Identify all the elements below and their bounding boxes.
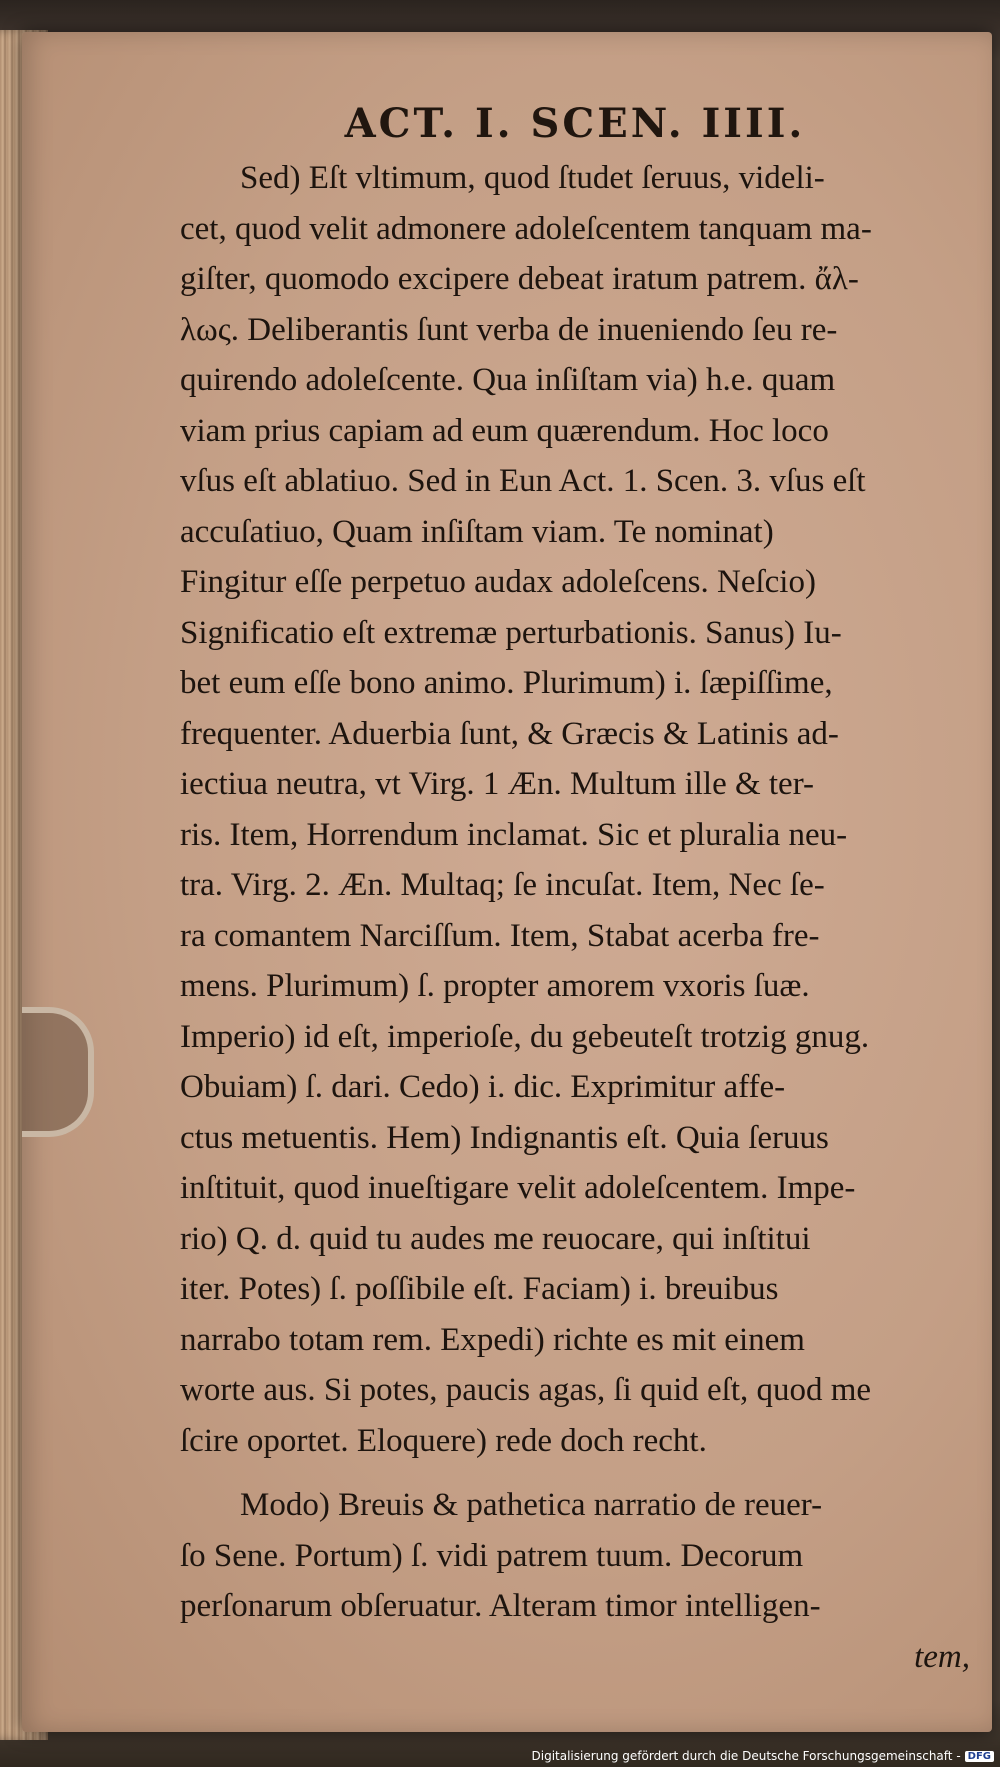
text-line: perſonarum obſeruatur. Alteram timor intelligen- bbox=[180, 1588, 821, 1624]
digitization-credit bbox=[532, 1749, 995, 1763]
text-line: ſcire oportet. Eloquere) rede doch recht. bbox=[180, 1422, 707, 1459]
text-line: tra. Virg. 2. Æn. Multaq; ſe incuſat. Item, Nec ſe- bbox=[180, 867, 825, 903]
text-line: λως. Deliberantis ſunt verba de inueniendo ſeu re- bbox=[180, 311, 838, 348]
text-line: iectiua neutra, vt Virg. 1 Æn. Multum ille & ter- bbox=[180, 766, 815, 802]
text-line: frequenter. Aduerbia ſunt, & Græcis & Latinis ad- bbox=[180, 715, 839, 752]
text-line: Sed) Eſt vltimum, quod ſtudet ſeruus, videli- bbox=[240, 160, 825, 196]
commentary-paragraph-2 bbox=[180, 1480, 970, 1632]
text-line: viam prius capiam ad eum quærendum. Hoc loco bbox=[180, 412, 829, 449]
credit-text: Digitalisierung gefördert durch die Deutsche Forschungsgemeinschaft - bbox=[531, 1749, 961, 1763]
text-line: mens. Plurimum) ſ. propter amorem vxoris ſuæ. bbox=[180, 968, 810, 1004]
binding-strap bbox=[22, 1007, 94, 1137]
text-line: Obuiam) ſ. dari. Cedo) i. dic. Exprimitur affe- bbox=[180, 1069, 786, 1105]
text-line: Fingitur eſſe perpetuo audax adoleſcens. Neſcio) bbox=[180, 564, 816, 600]
text-line: worte aus. Si potes, paucis agas, ſi quid eſt, quod me bbox=[180, 1372, 872, 1408]
text-line: quirendo adoleſcente. Qua inſiſtam via) h.e. quam bbox=[180, 362, 836, 398]
dfg-logo: DFG bbox=[965, 1751, 994, 1762]
text-line: Modo) Breuis & pathetica narratio de reuer- bbox=[240, 1487, 823, 1523]
text-line: giſter, quomodo excipere debeat iratum patrem. ἄλ- bbox=[180, 261, 859, 297]
text-line: bet eum eſſe bono animo. Plurimum) i. ſæpiſſime, bbox=[180, 665, 833, 701]
text-line: inſtituit, quod inueſtigare velit adoleſcentem. Impe- bbox=[180, 1170, 856, 1206]
text-line: accuſatiuo, Quam inſiſtam viam. Te nominat) bbox=[180, 513, 774, 550]
catchword: tem, bbox=[914, 1638, 970, 1675]
text-line: rio) Q. d. quid tu audes me reuocare, qui inſtitui bbox=[180, 1220, 811, 1257]
text-line: Imperio) id eſt, imperioſe, du gebeuteſt trotzig gnug. bbox=[180, 1018, 870, 1055]
text-line: narrabo totam rem. Expedi) richte es mit einem bbox=[180, 1321, 805, 1358]
text-line: Significatio eſt extremæ perturbationis. Sanus) Iu- bbox=[180, 614, 842, 651]
text-line: iter. Potes) ſ. poſſibile eſt. Faciam) i. breuibus bbox=[180, 1271, 779, 1307]
page-text bbox=[180, 100, 970, 1682]
text-line: cet, quod velit admonere adoleſcentem tanquam ma- bbox=[180, 210, 872, 247]
text-line: vſus eſt ablatiuo. Sed in Eun Act. 1. Scen. 3. vſus eſt bbox=[180, 463, 866, 499]
text-line: ſo Sene. Portum) ſ. vidi patrem tuum. Decorum bbox=[180, 1537, 804, 1574]
text-line: ra comantem Narciſſum. Item, Stabat acerba fre- bbox=[180, 917, 820, 954]
running-head: ACT. I. SCEN. IIII. bbox=[344, 100, 806, 147]
commentary-paragraph-1 bbox=[180, 153, 970, 1466]
text-line: ris. Item, Horrendum inclamat. Sic et pluralia neu- bbox=[180, 816, 848, 853]
text-line: ctus metuentis. Hem) Indignantis eſt. Quia ſeruus bbox=[180, 1119, 829, 1156]
